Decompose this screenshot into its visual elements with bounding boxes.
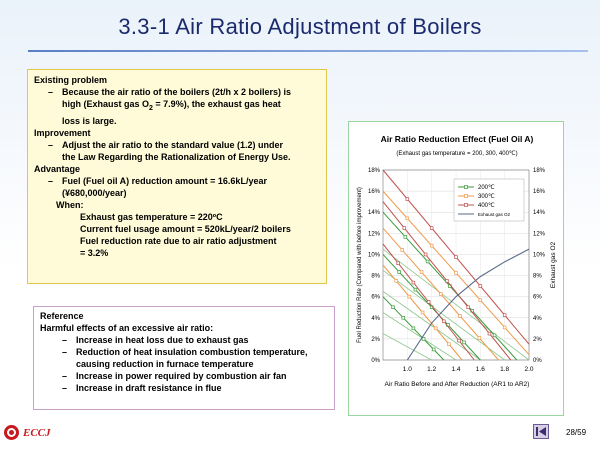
advantage-item (48, 175, 320, 199)
series-marker (432, 348, 435, 351)
y-tick-label-right: 2% (533, 336, 542, 343)
y-tick-label-left: 0% (371, 358, 380, 364)
when-line-4: = 3.2% (80, 247, 109, 258)
series-marker (463, 341, 466, 344)
series-marker (408, 295, 411, 298)
y-tick-label-right: 8% (533, 273, 542, 280)
y-tick-label-right: 6% (533, 294, 542, 301)
series-marker (439, 293, 442, 296)
series-marker (430, 227, 433, 230)
series-marker (401, 249, 404, 252)
series-marker (412, 281, 415, 284)
series-marker (421, 311, 424, 314)
series-marker (493, 334, 496, 337)
x-axis-label: Air Ratio Before and After Reduction (AR1 to AR2) (384, 381, 530, 388)
dash-bullet: – (62, 371, 68, 381)
existing-problem-box (27, 69, 327, 284)
legend-marker (465, 204, 468, 207)
legend-marker (465, 195, 468, 198)
series-marker (406, 217, 409, 220)
dash-bullet: – (62, 335, 68, 345)
series-marker (479, 285, 482, 288)
problem-text: Because the air ratio of the boilers (2t/h x 2 boilers) is high (Exhaust gas $O_2 = 7.9\%$), the exhaust gas heat loss is large. (62, 87, 292, 126)
y-tick-label-right: 4% (533, 315, 542, 322)
y-tick-label-right: 16% (533, 189, 546, 196)
title-rule (28, 50, 588, 52)
x-tick-label: 1.8 (500, 366, 510, 373)
y-tick-label-right: 18% (533, 168, 546, 174)
series-marker (434, 327, 437, 330)
y-tick-label-left: 8% (371, 273, 380, 280)
x-tick-label: 1.4 (451, 366, 461, 373)
dash-bullet: – (48, 87, 54, 97)
o2-curve (407, 249, 529, 360)
legend-label: 300℃ (478, 194, 495, 200)
when-line-1: Exhaust gas temperature = 220ºC (80, 211, 223, 222)
series-marker (398, 271, 401, 274)
legend-label: 200℃ (478, 185, 495, 191)
series-marker (479, 299, 482, 302)
y-tick-label-right: 0% (533, 358, 542, 364)
x-tick-label: 1.6 (475, 366, 485, 373)
y-axis-label-left: Fuel Reduction Rate (Compared with before improvement) (357, 187, 363, 343)
when-line-2: Current fuel usage amount = 520kL/year/2 boilers (80, 223, 291, 234)
series-marker (455, 272, 458, 275)
series-marker (402, 316, 405, 319)
series-marker (445, 279, 448, 282)
series-marker (403, 227, 406, 230)
chart-subtitle: (Exhaust gas temperature = 200, 300, 400℃) (396, 151, 518, 157)
legend-label: Exhaust gas O2 (478, 212, 511, 217)
y-tick-label-left: 2% (371, 336, 380, 343)
series-marker (503, 314, 506, 317)
slide-nav (533, 424, 549, 439)
dash-bullet: – (48, 139, 54, 150)
improvement-text: Adjust the air ratio to the standard value (1.2) under the Law Regarding the Rationalization of Energy Use. (62, 139, 291, 162)
series-marker (406, 198, 409, 201)
series-marker (430, 244, 433, 247)
series-marker (503, 326, 506, 329)
series-marker (395, 279, 398, 282)
y-axis-label-right: Exhaust gas O2 (550, 241, 557, 289)
problem-item (48, 86, 320, 127)
y-tick-label-right: 10% (533, 252, 546, 259)
improvement-item (48, 139, 320, 163)
series-marker (455, 256, 458, 259)
series-marker (422, 337, 425, 340)
reference-item: – Reduction of heat insulation combustion temperature, causing reduction in furnace temperature (62, 347, 308, 369)
series-marker (467, 306, 470, 309)
fuel-reduction-chart (349, 122, 565, 417)
x-tick-label: 1.0 (402, 366, 412, 373)
y-tick-label-left: 4% (371, 315, 380, 322)
reference-subheading: Harmful effects of an excessive air ratio: (40, 323, 214, 333)
y-tick-label-left: 18% (367, 168, 380, 174)
page-number: 28/59 (566, 428, 587, 437)
series-marker (458, 339, 461, 342)
y-tick-label-left: 16% (367, 189, 380, 196)
heading-improvement: Improvement (34, 127, 91, 138)
skip-back-icon (536, 427, 546, 436)
dash-bullet: – (62, 383, 68, 393)
advantage-text: Fuel (Fuel oil A) reduction amount = 16.6kL/year (¥680,000/year) (62, 175, 267, 198)
reference-item: – Increase in heat loss due to exhaust gas (62, 335, 249, 345)
legend-label: 400℃ (478, 203, 495, 209)
series-marker (414, 288, 417, 291)
dash-bullet: – (48, 175, 54, 186)
series-marker (397, 262, 400, 265)
series-marker (442, 320, 445, 323)
x-tick-label: 2.0 (524, 366, 534, 373)
heading-advantage: Advantage (34, 163, 81, 174)
y-tick-label-left: 10% (367, 252, 380, 259)
logo-text: ECCJ (23, 426, 51, 439)
series-marker (448, 343, 451, 346)
legend-marker (465, 186, 468, 189)
reference-item: – Increase in power required by combustion air fan (62, 371, 287, 381)
chart-title: Air Ratio Reduction Effect (Fuel Oil A) (380, 134, 534, 144)
first-slide-button[interactable] (533, 424, 549, 439)
y-tick-label-left: 12% (367, 231, 380, 238)
when-line-3: Fuel reduction rate due to air ratio adjustment (80, 235, 277, 246)
logo-mark (4, 425, 19, 440)
x-tick-label: 1.2 (427, 366, 437, 373)
y-tick-label-right: 12% (533, 231, 546, 238)
y-tick-label-left: 14% (367, 210, 380, 217)
eccj-logo (4, 425, 51, 440)
series-marker (412, 327, 415, 330)
series-marker (427, 301, 430, 304)
chart-frame (348, 121, 564, 416)
series-marker (420, 271, 423, 274)
reference-item: – Increase in draft resistance in flue (62, 383, 222, 393)
series-marker (459, 315, 462, 318)
heading-existing-problem: Existing problem (34, 75, 108, 85)
slide-title: 3.3-1 Air Ratio Adjustment of Boilers (118, 14, 482, 39)
y-tick-label-right: 14% (533, 210, 546, 217)
when-label: When: (56, 199, 84, 210)
y-tick-label-left: 6% (371, 294, 380, 301)
series-marker (488, 332, 491, 335)
series-marker (424, 253, 427, 256)
series-marker (426, 260, 429, 263)
series-marker (404, 235, 407, 238)
reference-heading: Reference (40, 311, 84, 321)
dash-bullet: – (62, 347, 68, 357)
reference-box (33, 306, 335, 410)
series-marker (478, 337, 481, 340)
series-marker (392, 306, 395, 309)
